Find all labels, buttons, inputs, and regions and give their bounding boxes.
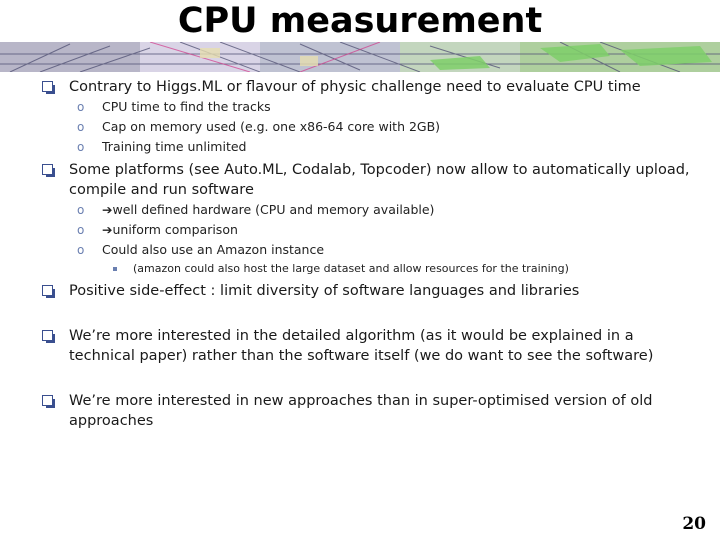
sub-bullet-item — [77, 200, 435, 220]
sub-bullet-text: Training time unlimited — [102, 139, 247, 154]
small-square-bullet-icon — [113, 267, 117, 271]
sub-bullet-item — [77, 240, 325, 260]
bullet-text: Contrary to Higgs.ML or flavour of physic challenge need to evaluate CPU time — [69, 79, 641, 95]
sub-bullet-item — [77, 137, 247, 157]
square-bullet-icon — [42, 330, 53, 341]
bullet-text-line2: technical paper) rather than the software itself (we do want to see the software) — [69, 348, 654, 364]
circle-bullet-icon: o — [77, 100, 85, 114]
circle-bullet-icon: o — [77, 140, 85, 154]
circle-bullet-icon: o — [77, 120, 85, 134]
sub-sub-bullet-text: (amazon could also host the large dataset and allow resources for the training) — [133, 262, 569, 275]
bullet-text-line1: We’re more interested in new approaches than in super-optimised version of old — [69, 393, 653, 409]
bullet-item — [69, 160, 690, 200]
bullet-item — [69, 326, 653, 366]
sub-bullet-item — [77, 117, 441, 137]
bullet-text: Positive side-effect : limit diversity of software languages and libraries — [69, 283, 580, 299]
bullet-item — [69, 77, 641, 97]
square-bullet-icon — [42, 395, 53, 406]
sub-bullet-text: Cap on memory used (e.g. one x86-64 core with 2GB) — [102, 119, 441, 134]
circle-bullet-icon: o — [77, 203, 85, 217]
sub-bullet-item — [77, 97, 271, 117]
square-bullet-icon — [42, 285, 53, 296]
sub-bullet-item — [77, 220, 238, 240]
bullet-text-line1: Some platforms (see Auto.ML, Codalab, Topcoder) now allow to automatically upload, — [69, 162, 690, 178]
bullet-item — [69, 391, 653, 431]
circle-bullet-icon: o — [77, 243, 85, 257]
sub-bullet-text: ➔well defined hardware (CPU and memory available) — [102, 202, 435, 217]
circle-bullet-icon: o — [77, 223, 85, 237]
bullet-text-line2: approaches — [69, 413, 154, 429]
bullet-item — [69, 281, 579, 301]
page-number: 20 — [682, 514, 706, 534]
detector-banner-image — [0, 42, 720, 72]
bullet-text-line2: compile and run software — [69, 182, 254, 198]
bullet-text-line1: We’re more interested in the detailed algorithm (as it would be explained in a — [69, 328, 634, 344]
square-bullet-icon — [42, 164, 53, 175]
sub-bullet-text: Could also use an Amazon instance — [102, 242, 325, 257]
sub-sub-bullet-item — [133, 261, 569, 277]
sub-bullet-text: ➔uniform comparison — [102, 222, 238, 237]
square-bullet-icon — [42, 81, 53, 92]
slide-title: CPU measurement — [0, 0, 720, 42]
sub-bullet-text: CPU time to find the tracks — [102, 99, 271, 114]
